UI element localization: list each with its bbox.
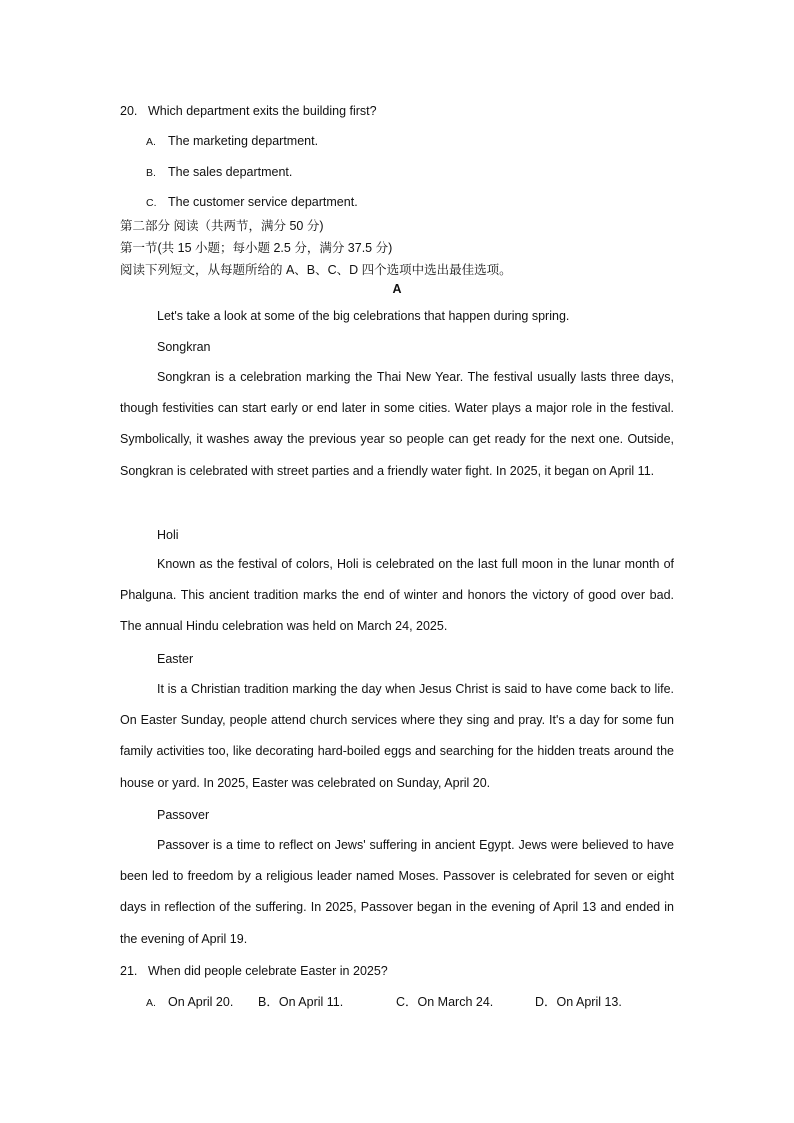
instruction: 阅读下列短文，从每题所给的 A、B、C、D 四个选项中选出最佳选项。 <box>120 263 512 277</box>
passage-intro: Let's take a look at some of the big celebrations that happen during spring. <box>157 309 570 323</box>
option-letter: A. <box>146 136 156 148</box>
section-heading-passover: Passover <box>157 808 210 822</box>
q21-options <box>146 994 622 1011</box>
option-letter: C． <box>396 995 418 1009</box>
option-text: The sales department. <box>168 165 293 179</box>
option-letter: B. <box>146 167 156 179</box>
q20-option-a <box>146 133 318 150</box>
q21-option-b <box>258 994 396 1010</box>
q21-option-a <box>146 994 258 1011</box>
option-letter: B． <box>258 995 279 1009</box>
q20-option-c <box>146 194 358 211</box>
option-letter: A. <box>146 997 156 1009</box>
option-text: The marketing department. <box>168 134 319 148</box>
section-heading-songkran: Songkran <box>157 340 211 354</box>
option-letter: C. <box>146 197 157 209</box>
section-text-easter: It is a Christian tradition marking the day when Jesus Christ is said to have come back to life. On Easter Sunday, people attend church services where they sing and pray. It's a day for some fun family activities too, like decorating hard-boiled eggs and searching for the hidden treats around the house or yard. In 2025, Easter was celebrated on Sunday, April 20. <box>120 682 674 790</box>
section-heading-easter: Easter <box>157 652 194 666</box>
section-text-songkran: Songkran is a celebration marking the Thai New Year. The festival usually lasts three days, though festivities can start early or end later in some cities. Water plays a major role in the festival. Symbolically, it washes away the previous year so people can get ready for the next one. Outside, Songkran is celebrated with street parties and a friendly water fight. In 2025, it began on April 11. <box>120 370 674 478</box>
question-text: When did people celebrate Easter in 2025? <box>148 964 388 978</box>
sub-title: 第一节(共 15 小题；每小题 2.5 分，满分 37.5 分) <box>120 241 393 255</box>
passage-label: A <box>392 282 402 296</box>
q21-option-d <box>535 994 622 1010</box>
part-title: 第二部分 阅读（共两节，满分 50 分) <box>120 219 324 233</box>
option-letter: D． <box>535 995 557 1009</box>
section-heading-holi: Holi <box>157 528 179 542</box>
question-21 <box>120 963 388 979</box>
option-text: On April 11. <box>278 995 344 1009</box>
option-text: The customer service department. <box>168 195 358 209</box>
option-text: On April 20. <box>168 995 234 1009</box>
question-number: 21. <box>120 964 138 978</box>
question-20 <box>120 103 377 119</box>
section-text-passover: Passover is a time to reflect on Jews' suffering in ancient Egypt. Jews were believed to have been led to freedom by a religious leader named Moses. Passover is celebrated for seven or eight days in reflection of the suffering. In 2025, Passover began in the evening of April 13 and ended in the evening of April 19. <box>120 838 674 946</box>
q20-option-b <box>146 164 292 181</box>
option-text: On March 24. <box>417 995 494 1009</box>
q21-option-c <box>396 994 535 1010</box>
section-text-holi: Known as the festival of colors, Holi is celebrated on the last full moon in the lunar month of Phalguna. This ancient tradition marks the end of winter and honors the victory of good over bad. The annual Hindu celebration was held on March 24, 2025. <box>120 557 674 634</box>
option-text: On April 13. <box>556 995 622 1009</box>
question-number: 20. <box>120 104 138 118</box>
question-text: Which department exits the building first? <box>148 104 377 118</box>
